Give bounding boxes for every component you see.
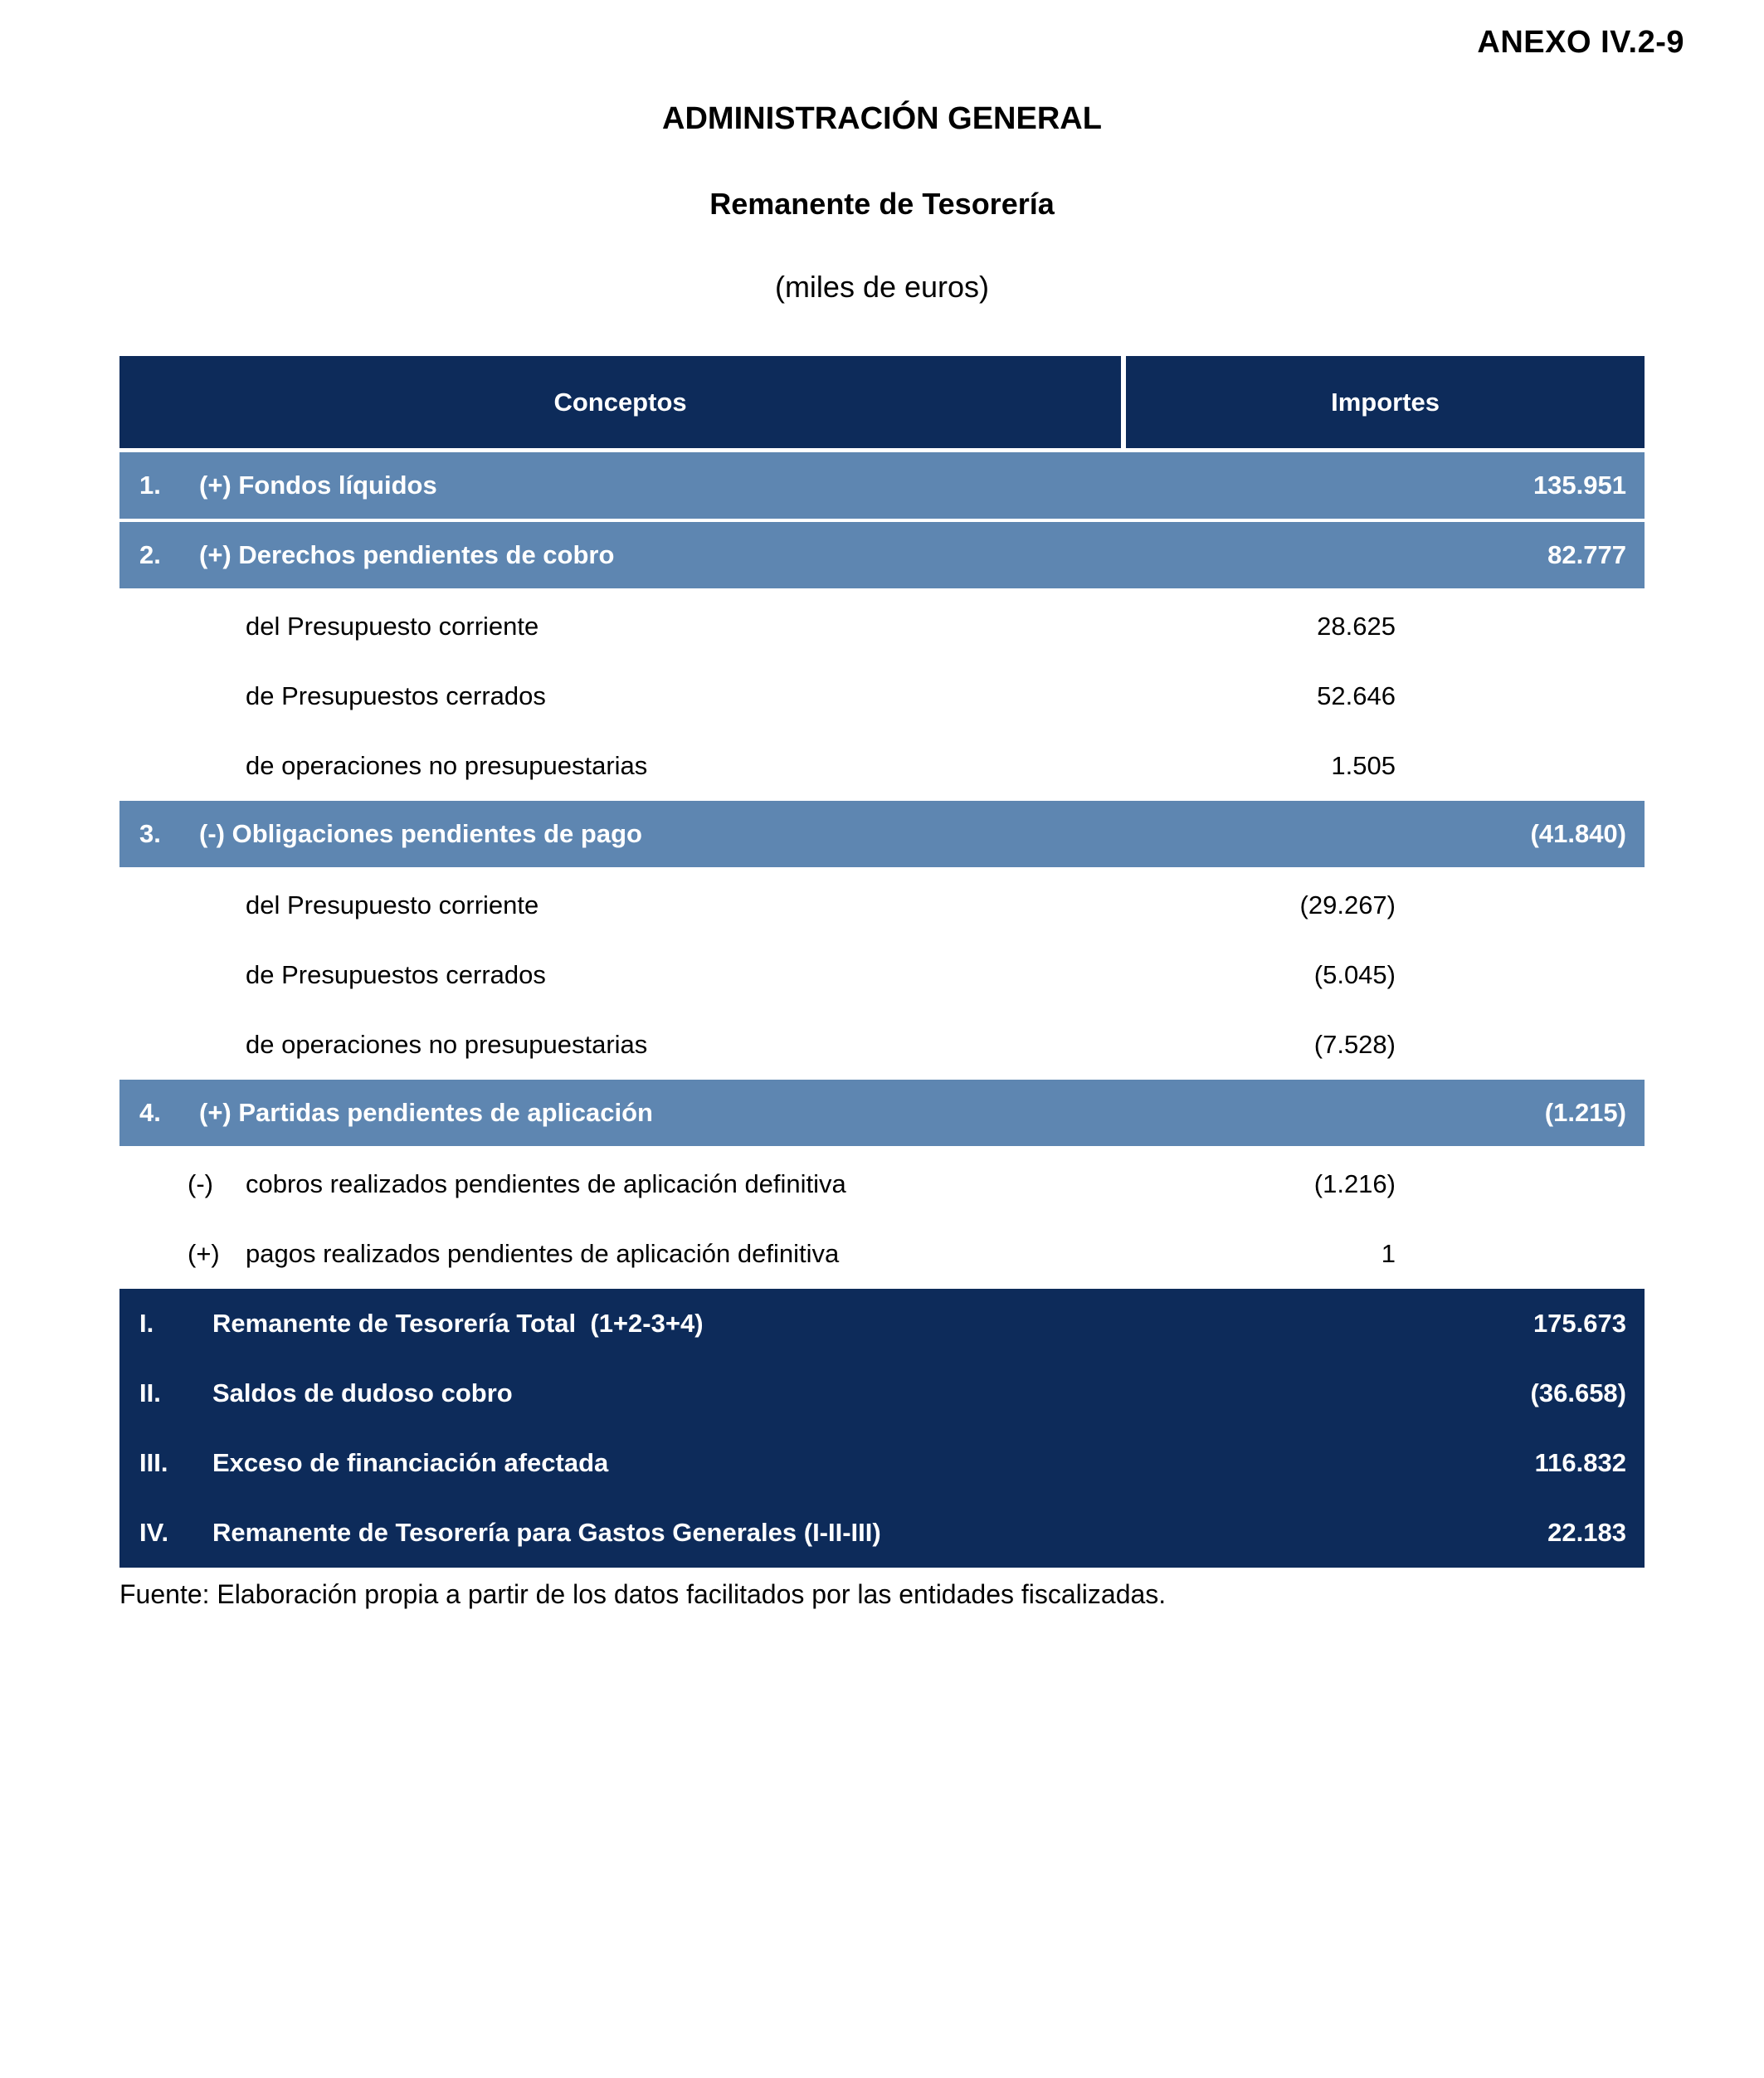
- annex-label: ANEXO IV.2-9: [1477, 25, 1684, 60]
- concepts-column-header: Conceptos: [119, 356, 1126, 448]
- row-amount-value: (1.215): [1544, 1098, 1626, 1127]
- row-concept-label: (+) Fondos líquidos: [199, 471, 437, 500]
- row-amount-value: 1: [1381, 1239, 1396, 1268]
- row-concept-label: de operaciones no presupuestarias: [246, 1030, 648, 1059]
- table-row: [119, 1080, 1645, 1149]
- table-row: [119, 940, 1645, 1010]
- table-row: [119, 1219, 1645, 1289]
- row-amount-value: (7.528): [1313, 1030, 1396, 1059]
- table-row: [119, 1149, 1645, 1219]
- row-concept-label: de Presupuestos cerrados: [246, 960, 546, 989]
- row-concept-label: de operaciones no presupuestarias: [246, 751, 648, 780]
- table-row: [119, 592, 1645, 661]
- table-row: [119, 1428, 1645, 1498]
- row-amount-value: (1.216): [1313, 1169, 1396, 1198]
- source-note: Fuente: Elaboración propia a partir de los datos facilitados por las entidades fiscalizadas.: [119, 1579, 1167, 1609]
- row-number: 4.: [139, 1098, 161, 1127]
- row-number: III.: [139, 1448, 168, 1477]
- row-amount-value: 135.951: [1533, 471, 1626, 500]
- row-amount-value: 175.673: [1533, 1309, 1626, 1338]
- row-concept-label: del Presupuesto corriente: [246, 890, 539, 919]
- table-row: [119, 1498, 1645, 1568]
- row-concept-label: (-) Obligaciones pendientes de pago: [199, 819, 642, 848]
- row-amount-value: (41.840): [1530, 819, 1626, 848]
- table-header-row: [119, 356, 1645, 452]
- row-concept-label: pagos realizados pendientes de aplicación definitiva: [246, 1239, 840, 1268]
- row-number: I.: [139, 1309, 154, 1338]
- table-body: [119, 452, 1645, 1568]
- row-amount-value: (29.267): [1299, 890, 1396, 919]
- row-number: 3.: [139, 819, 161, 848]
- row-concept-label: Saldos de dudoso cobro: [212, 1378, 513, 1407]
- row-amount-value: 82.777: [1547, 540, 1626, 569]
- row-amount-value: 22.183: [1547, 1518, 1626, 1547]
- page-subtitle: Remanente de Tesorería: [709, 187, 1055, 221]
- row-concept-label: Exceso de financiación afectada: [212, 1448, 609, 1477]
- row-concept-label: (+) Partidas pendientes de aplicación: [199, 1098, 653, 1127]
- row-amount-value: 52.646: [1317, 681, 1396, 710]
- row-number: 1.: [139, 471, 161, 500]
- importes-column-header: Importes: [1331, 387, 1440, 417]
- row-sign: (+): [188, 1239, 220, 1268]
- table-row: [119, 661, 1645, 731]
- table-row: [119, 1359, 1645, 1428]
- table-row: [119, 522, 1645, 592]
- row-amount-value: 28.625: [1317, 612, 1396, 641]
- row-concept-label: Remanente de Tesorería para Gastos Generales (I-II-III): [212, 1518, 881, 1547]
- remanente-tesoreria-table: [119, 356, 1645, 1568]
- row-number: IV.: [139, 1518, 169, 1547]
- row-concept-label: del Presupuesto corriente: [246, 612, 539, 641]
- page-title: ADMINISTRACIÓN GENERAL: [662, 101, 1102, 136]
- row-number: II.: [139, 1378, 161, 1407]
- table-row: [119, 871, 1645, 940]
- row-concept-label: Remanente de Tesorería Total (1+2-3+4): [212, 1309, 704, 1338]
- table-row: [119, 452, 1645, 522]
- units-label: (miles de euros): [774, 270, 990, 304]
- table-row: [119, 1289, 1645, 1359]
- row-sign: (-): [188, 1169, 213, 1198]
- row-amount-value: (5.045): [1313, 960, 1396, 989]
- row-concept-label: cobros realizados pendientes de aplicación definitiva: [246, 1169, 846, 1198]
- row-amount-value: (36.658): [1530, 1378, 1626, 1407]
- row-amount-value: 116.832: [1534, 1448, 1626, 1477]
- table-row: [119, 801, 1645, 871]
- row-amount-value: 1.505: [1331, 751, 1396, 780]
- row-number: 2.: [139, 540, 161, 569]
- row-concept-label: (+) Derechos pendientes de cobro: [199, 540, 615, 569]
- table-row: [119, 731, 1645, 801]
- row-concept-label: de Presupuestos cerrados: [246, 681, 546, 710]
- table-row: [119, 1010, 1645, 1080]
